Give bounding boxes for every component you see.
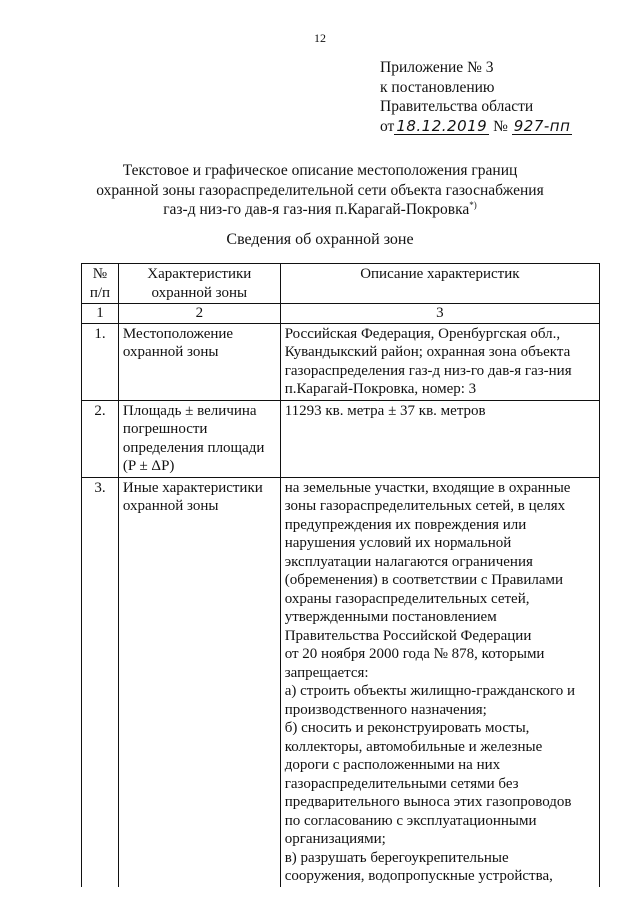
row-description: на земельные участки, входящие в охранные зоны газораспределительных сетей, в целях предупреждения их повреждения или нарушения условий их нормальной эксплуатации налагаются ограничения (обременения) в соответствии с Правилами охраны газораспределительных сетей, утвержденными постановлением Правительства Российской Федерации от 20 ноября 2000 года № 878, которыми запрещается: а) строить объекты жилищно-гражданского и производственного назначения; б) сносить и реконструировать мосты, коллекторы, автомобильные и железные дороги с расположенными на них газораспределительными сетями без предварительного выноса этих газопроводов по согласованию с эксплуатационными организациями; в) разрушать берегоукрепительные сооружения, водопропускные устройства, [280,477,599,887]
page-number: 12 [314,31,326,45]
row-characteristic: Иные характеристики охранной зоны [118,477,280,887]
header-num: № п/п [82,264,119,304]
appendix-date-line [380,117,572,137]
appendix-line-2: к постановлению [380,78,495,96]
protection-zone-table [81,263,600,887]
from-label: от [380,117,395,135]
title-line-1: Текстовое и графическое описание местоположения границ [122,162,518,179]
appendix-block [380,58,572,136]
header-description: Описание характеристик [280,264,599,304]
row-description: 11293 кв. метра ± 37 кв. метров [280,400,599,477]
row-number: 3. [82,477,119,887]
handwritten-date: 18.12.2019 [396,116,488,135]
row-number: 2. [82,400,119,477]
title-line-3: газ-д низ-го дав-я газ-ния п.Карагай-Покровка [163,201,470,218]
row-description: Российская Федерация, Оренбургская обл., Кувандыкский район; охранная зона объекта газораспределения газ-д низ-го дав-я газ-ния п.Карагай-Покровка, номер: 3 [280,323,599,400]
section-subtitle: Сведения об охранной зоне [226,231,414,248]
index-cell: 2 [118,304,280,324]
table-row [82,477,600,887]
title-line-2: охранной зоны газораспределительной сети объекта газоснабжения [96,181,544,199]
row-number: 1. [82,323,119,400]
handwritten-number: 927-пп [513,116,571,135]
title-line-3-wrap [60,200,580,220]
footnote-mark: *) [469,199,477,210]
index-cell: 1 [82,304,119,324]
table-header-row [82,264,600,304]
document-title [60,161,580,220]
row-characteristic: Площадь ± величина погрешности определения площади (P ± ΔP) [118,400,280,477]
table-row [82,400,600,477]
appendix-line-3: Правительства области [380,98,534,115]
table-row [82,323,600,400]
index-cell: 3 [280,304,599,324]
table-index-row [82,304,600,324]
number-label: № [493,117,508,135]
header-characteristics: Характеристики охранной зоны [118,264,280,304]
appendix-title: Приложение № 3 [380,59,494,76]
row-characteristic: Местоположение охранной зоны [118,323,280,400]
